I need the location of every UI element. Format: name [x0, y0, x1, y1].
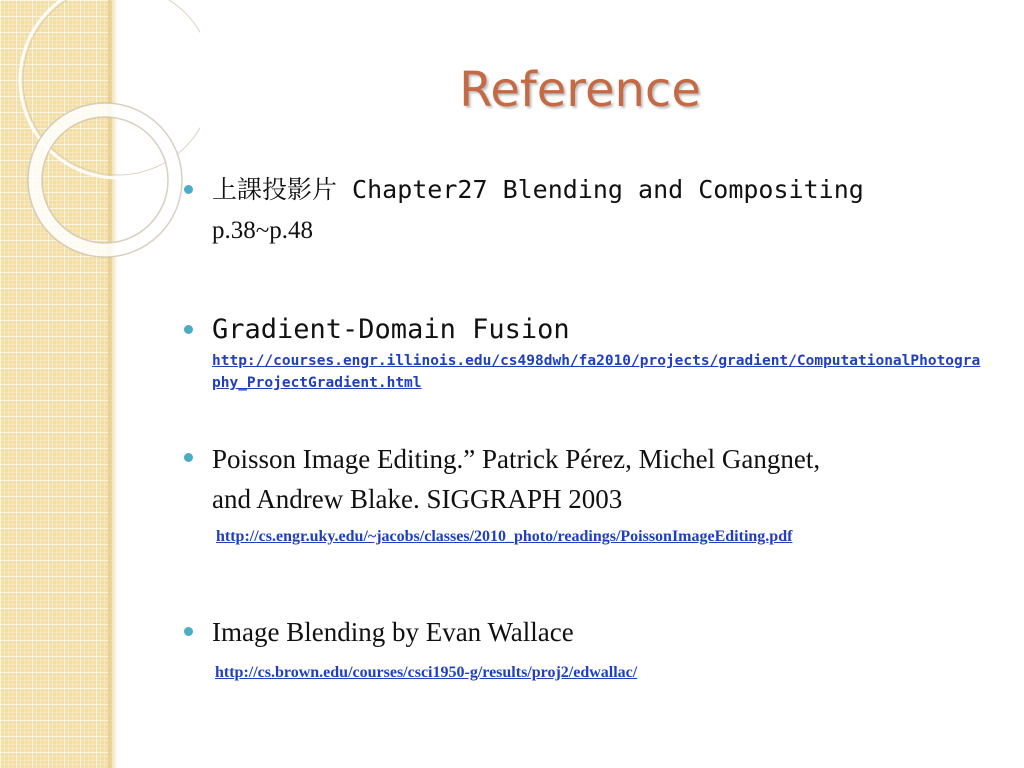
item-1-title: 上課投影片 Chapter27 Blending and Compositing: [212, 175, 864, 204]
decorative-rings: [0, 0, 200, 300]
item-4-title: Image Blending by Evan Wallace: [212, 617, 574, 647]
slide-title: Reference: [459, 62, 701, 118]
item-3-link[interactable]: http://cs.engr.uky.edu/~jacobs/classes/2010_photo/readings/PoissonImageEditing.pdf: [216, 528, 793, 545]
item-2-title: Gradient-Domain Fusion: [212, 314, 570, 345]
bullet-icon: [184, 627, 193, 636]
item-2-link[interactable]: http://courses.engr.illinois.edu/cs498dwh/fa2010/projects/gradient/ComputationalPhotography_ProjectGradient.html: [212, 353, 981, 391]
item-1-pages: p.38~p.48: [212, 217, 314, 244]
bullet-icon: [184, 325, 193, 334]
thick-ring: [35, 110, 175, 250]
item-4-link[interactable]: http://cs.brown.edu/courses/csci1950-g/results/proj2/edwallac/: [215, 664, 638, 681]
bullet-icon: [184, 453, 193, 462]
item-3-citation-line-2: and Andrew Blake. SIGGRAPH 2003: [212, 484, 623, 514]
bullet-icon: [184, 185, 193, 194]
item-3-citation-line-1: Poisson Image Editing.” Patrick Pérez, Michel Gangnet,: [212, 444, 821, 474]
thick-ring-inner: [42, 117, 168, 243]
